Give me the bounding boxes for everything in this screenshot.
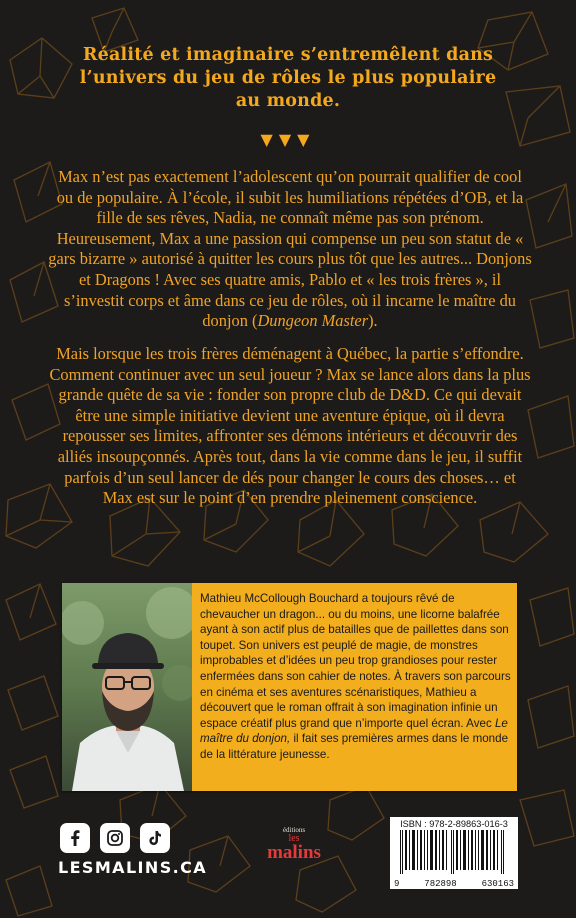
instagram-icon[interactable] bbox=[100, 823, 130, 853]
blurb-p1-text: Max n’est pas exactement l’adolescent qu’on pourrait qualifier de cool ou de populaire. À l’école, il subit les humiliations répétées d’OB, et la fille de ses rêves, Nadia, ne connaît même pas son prénom. Heureusement, Max a une passion qui compense un peu son statut de « gars bizarre » autorisé à quitter les cours plus tôt que les autres... Donjons et Dragons ! Avec ses quatre amis, Pablo et « les trois frères », il s’investit corps et âme dans ce jeu de rôles, où il incarne le maître du donjon ( bbox=[48, 167, 532, 331]
facebook-icon[interactable] bbox=[60, 823, 90, 853]
isbn-barcode bbox=[390, 817, 518, 889]
tagline: Réalité et imaginaire s’entremêlent dans l’univers du jeu de rôles le plus populaire au monde. bbox=[79, 45, 497, 111]
blurb-paragraph-2: Mais lorsque les trois frères déménagent à Québec, la partie s’effondre. Comment continuer avec un seul joueur ? Max se lance alors dans la plus grande quête de sa vie : fonder son propre club de D&D. Ce qui devait être une simple initiative devient une aventure épique, où il devra repousser ses limites, affronter ses démons intérieurs et découvrir des alliés insoupçonnés. Après tout, dans la vie comme dans le jeu, il suffit parfois d’un seul lancer de dés pour changer le cours des choses… et Max est sur le point d’en prendre pleinement conscience. bbox=[49, 344, 531, 508]
blurb-p1-end: ). bbox=[368, 311, 378, 331]
barcode-digits bbox=[394, 879, 514, 889]
tiktok-icon[interactable] bbox=[140, 823, 170, 853]
author-section bbox=[62, 583, 517, 791]
isbn-label: ISBN : 978-2-89863-016-3 bbox=[400, 819, 508, 829]
barcode-digit-lead: 9 bbox=[394, 879, 400, 889]
publisher-malins: malins bbox=[267, 842, 321, 863]
publisher-editions: éditions bbox=[282, 826, 306, 834]
publisher-les: les bbox=[288, 833, 300, 844]
author-bio bbox=[192, 583, 517, 791]
barcode-bars bbox=[394, 830, 514, 874]
blurb-paragraph-1 bbox=[48, 167, 532, 332]
publisher-logo bbox=[264, 826, 324, 862]
author-bio-text: Mathieu McCollough Bouchard a toujours rêvé de chevaucher un dragon... ou du moins, une licorne balafrée ayant à son actif plus de batailles que de paillettes dans son toupet. Son univers est peuplé de magie, de monstres improbables et d’idées un peu trop grandioses pour rester enfermées dans son cahier de notes. À travers son parcours en cinéma et ses aventures scénaristiques, Mathieu a découvert que le roman offrait à son imagination infinie un espace créatif plus grand que n’importe quel écran. Avec bbox=[200, 592, 511, 730]
author-bio-end: il fait ses premières armes dans le monde de la littérature jeunesse. bbox=[200, 732, 509, 761]
author-bio-book-title: Le maître du donjon, bbox=[200, 716, 508, 746]
barcode-digits-left: 782898 bbox=[424, 879, 457, 889]
blurb-p1-italic: Dungeon Master bbox=[257, 311, 369, 331]
triangle-ornament: ▼▼▼ bbox=[260, 130, 316, 149]
website-url[interactable]: LESMALINS.CA bbox=[58, 858, 208, 877]
author-photo bbox=[62, 583, 192, 791]
barcode-digits-right: 630163 bbox=[481, 879, 514, 889]
social-icons bbox=[60, 823, 170, 853]
